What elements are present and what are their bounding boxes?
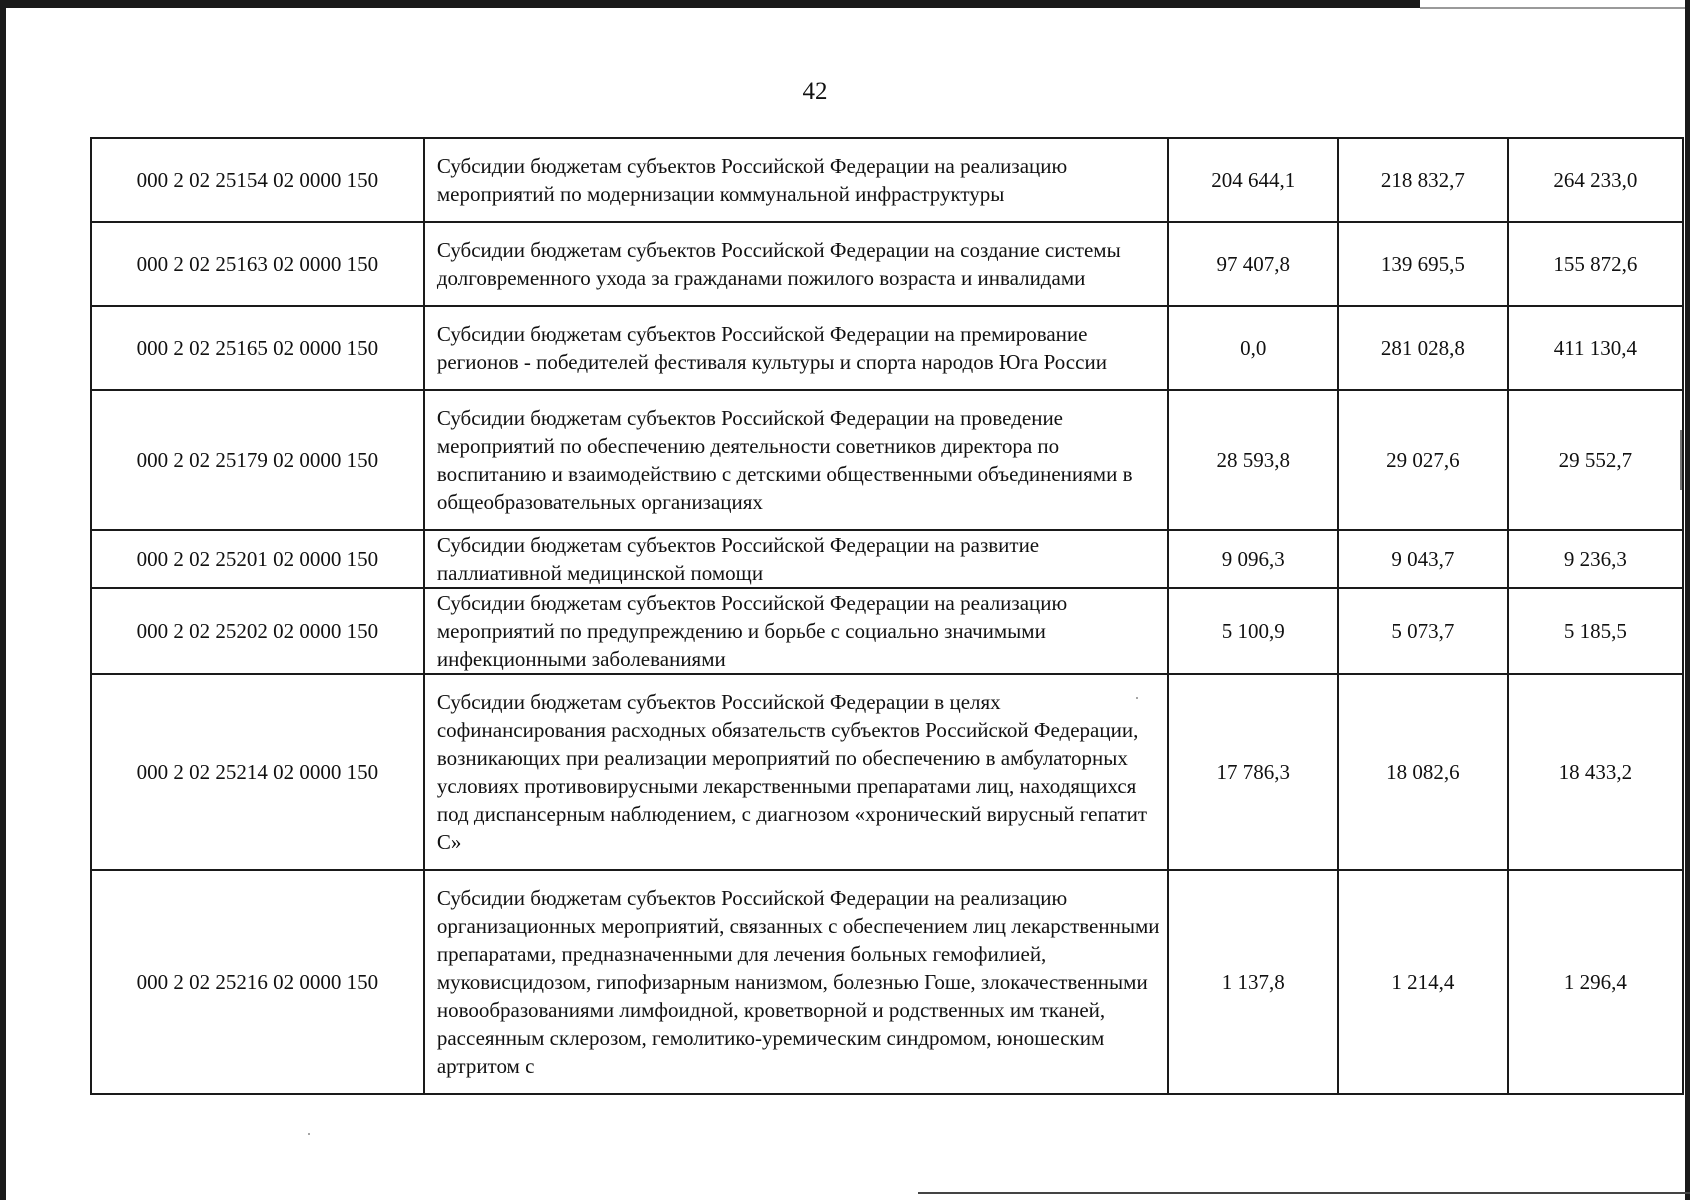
value-year-3: 9 236,3 (1508, 530, 1683, 588)
table-row (91, 674, 1683, 870)
value-year-1: 5 100,9 (1168, 588, 1338, 674)
description-cell (424, 674, 1169, 870)
table-row (91, 530, 1683, 588)
budget-code: 000 2 02 25163 02 0000 150 (91, 222, 424, 306)
value-year-1: 204 644,1 (1168, 138, 1338, 222)
value-year-2: 281 028,8 (1338, 306, 1508, 390)
table-row (91, 222, 1683, 306)
description-cell (424, 222, 1169, 306)
value-year-3: 411 130,4 (1508, 306, 1683, 390)
value-year-2: 29 027,6 (1338, 390, 1508, 530)
value-year-1: 1 137,8 (1168, 870, 1338, 1094)
description-text: Субсидии бюджетам субъектов Российской Федерации на реализацию мероприятий по предупреждению и борьбе с социально значимыми инфекционными заболеваниями (436, 591, 1068, 671)
value-year-1: 28 593,8 (1168, 390, 1338, 530)
table-row (91, 306, 1683, 390)
table-row (91, 870, 1683, 1094)
description-cell (424, 138, 1169, 222)
value-year-1: 97 407,8 (1168, 222, 1338, 306)
value-year-3: 1 296,4 (1508, 870, 1683, 1094)
value-year-1: 0,0 (1168, 306, 1338, 390)
value-year-2: 18 082,6 (1338, 674, 1508, 870)
description-cell (424, 588, 1169, 674)
scan-left-edge (0, 0, 6, 1200)
value-year-2: 139 695,5 (1338, 222, 1508, 306)
description-text: Субсидии бюджетам субъектов Российской Федерации на развитие паллиативной медицинской помощи (436, 533, 1040, 585)
table-row (91, 138, 1683, 222)
value-year-2: 9 043,7 (1338, 530, 1508, 588)
value-year-3: 5 185,5 (1508, 588, 1683, 674)
budget-code: 000 2 02 25202 02 0000 150 (91, 588, 424, 674)
description-cell (424, 870, 1169, 1094)
value-year-3: 155 872,6 (1508, 222, 1683, 306)
scan-top-edge-thin (1420, 7, 1690, 9)
description-text: Субсидии бюджетам субъектов Российской Федерации на реализацию организационных мероприятий, связанных с обеспечением лиц лекарственными препаратами, предназначенными для лечения больных гемофилией, муковисцидозом, гипофизарным нанизмом, болезнью Гоше, злокачественными новообразованиями лимфоидной, кроветворной и родственных им тканей, рассеянным склерозом, гемолитико-уремическим синдромом, юношеским артритом с (436, 886, 1160, 1078)
value-year-3: 29 552,7 (1508, 390, 1683, 530)
table-row (91, 390, 1683, 530)
description-text: Субсидии бюджетам субъектов Российской Федерации в целях софинансирования расходных обязательств субъектов Российской Федерации, возникающих при реализации мероприятий по обеспечению в амбулаторных условиях противовирусными лекарственными препаратами лиц, находящихся под диспансерным наблюдением, с диагнозом «хронический вирусный гепатит С» (436, 690, 1148, 854)
description-cell (424, 306, 1169, 390)
budget-code: 000 2 02 25165 02 0000 150 (91, 306, 424, 390)
scan-top-edge (0, 0, 1420, 8)
description-cell (424, 530, 1169, 588)
value-year-2: 5 073,7 (1338, 588, 1508, 674)
value-year-3: 264 233,0 (1508, 138, 1683, 222)
budget-code: 000 2 02 25216 02 0000 150 (91, 870, 424, 1094)
value-year-2: 1 214,4 (1338, 870, 1508, 1094)
page-number: 42 (802, 78, 828, 105)
value-year-1: 17 786,3 (1168, 674, 1338, 870)
description-text: Субсидии бюджетам субъектов Российской Федерации на премирование регионов - победителей фестиваля культуры и спорта народов Юга России (436, 322, 1107, 374)
description-cell (424, 390, 1169, 530)
scan-dust (308, 1133, 310, 1135)
budget-code: 000 2 02 25179 02 0000 150 (91, 390, 424, 530)
value-year-1: 9 096,3 (1168, 530, 1338, 588)
budget-code: 000 2 02 25201 02 0000 150 (91, 530, 424, 588)
budget-table (90, 137, 1684, 1095)
value-year-2: 218 832,7 (1338, 138, 1508, 222)
scan-right-edge (1685, 0, 1690, 1200)
description-text: Субсидии бюджетам субъектов Российской Федерации на создание системы долговременного ухода за гражданами пожилого возраста и инвалидами (436, 238, 1121, 290)
value-year-3: 18 433,2 (1508, 674, 1683, 870)
scan-bottom-edge (918, 1192, 1690, 1194)
description-text: Субсидии бюджетам субъектов Российской Федерации на проведение мероприятий по обеспечению деятельности советников директора по воспитанию и взаимодействию с детскими общественными объединениями в общеобразовательных организациях (436, 406, 1133, 514)
table-row (91, 588, 1683, 674)
budget-code: 000 2 02 25154 02 0000 150 (91, 138, 424, 222)
budget-code: 000 2 02 25214 02 0000 150 (91, 674, 424, 870)
description-text: Субсидии бюджетам субъектов Российской Федерации на реализацию мероприятий по модернизации коммунальной инфраструктуры (436, 154, 1068, 206)
